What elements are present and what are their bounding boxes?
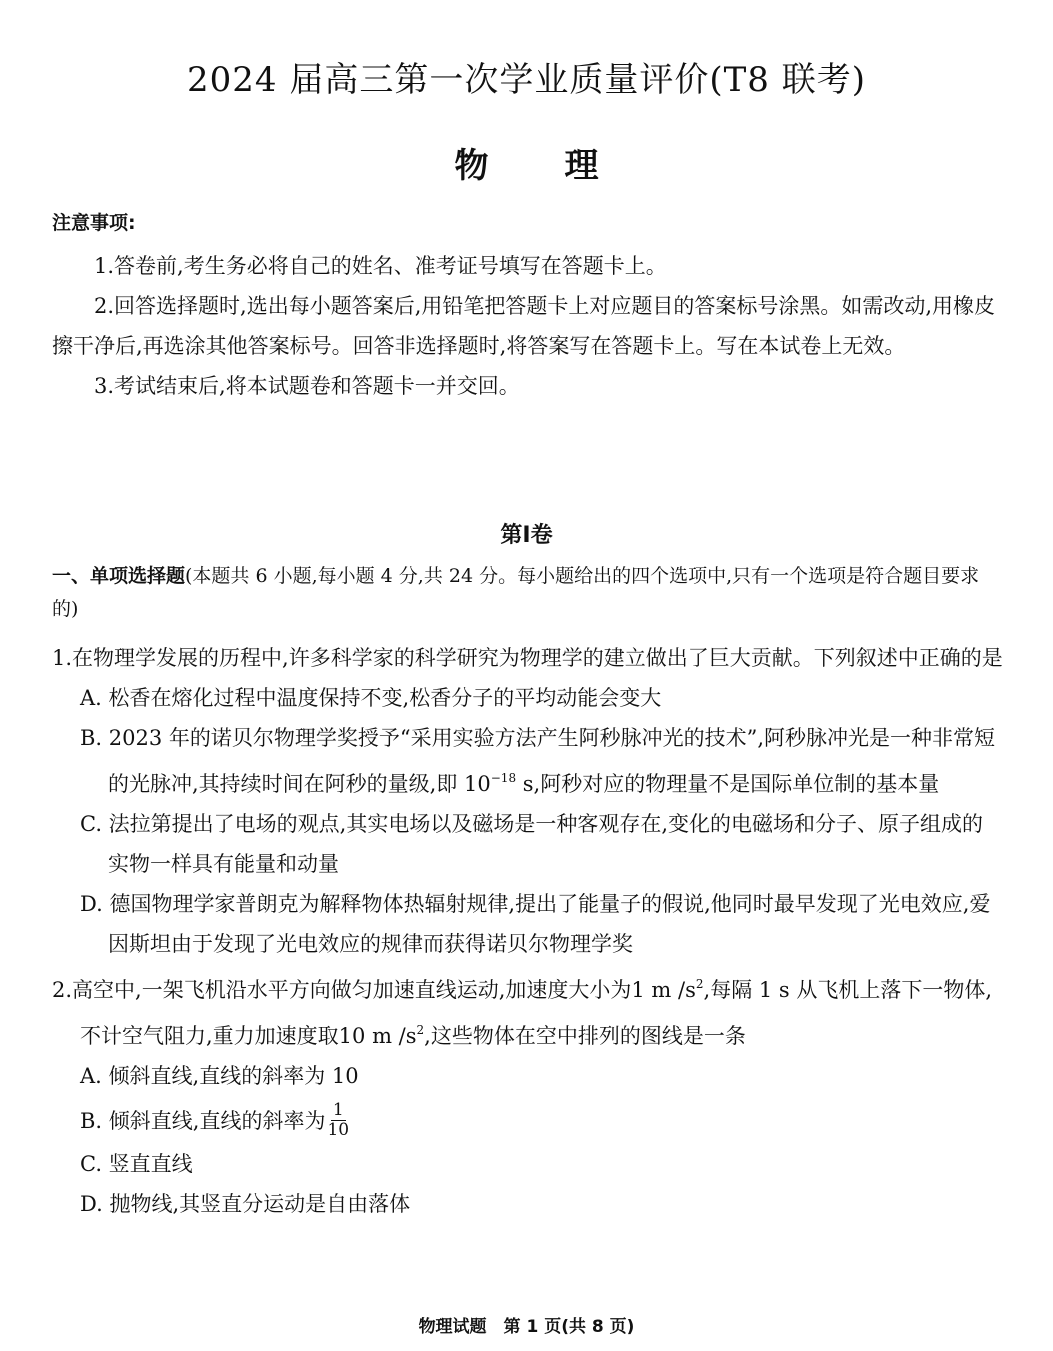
part-heading: 第Ⅰ卷 <box>500 523 553 548</box>
question-2-option-b <box>80 1096 1004 1144</box>
section-instructions: (本题共 6 小题,每小题 4 分,共 24 分。每小题给出的四个选项中,只有一个选项是符合题目要求的) <box>52 565 980 620</box>
q2-stem-part-3: ,这些物体在空中排列的图线是一条 <box>424 1024 746 1048</box>
option-b-text-post: s,阿秒对应的物理量不是国际单位制的基本量 <box>516 772 940 796</box>
question-2-stem <box>52 964 1004 1056</box>
question-2 <box>52 964 1004 1224</box>
notes-list <box>52 246 1002 406</box>
question-1-option-c: C. 法拉第提出了电场的观点,其实电场以及磁场是一种客观存在,变化的电磁场和分子、原子组成的实物一样具有能量和动量 <box>80 812 984 876</box>
page-footer: 物理试题 第 1 页(共 8 页) <box>418 1317 635 1337</box>
question-2-option-c: C. 竖直直线 <box>80 1152 193 1176</box>
question-1-option-d: D. 德国物理学家普朗克为解释物体热辐射规律,提出了能量子的假说,他同时最早发现了光电效应,爱因斯坦由于发现了光电效应的规律而获得诺贝尔物理学奖 <box>80 892 991 956</box>
question-1-option-b <box>80 718 1004 804</box>
fraction-numerator: 1 <box>332 1099 344 1120</box>
subject-char-1: 物 <box>454 146 489 186</box>
section-header <box>52 560 1004 626</box>
question-2-option-a: A. 倾斜直线,直线的斜率为 10 <box>80 1064 359 1088</box>
note-item-2: 2.回答选择题时,选出每小题答案后,用铅笔把答题卡上对应题目的答案标号涂黑。如需改动,用橡皮擦干净后,再选涂其他答案标号。回答非选择题时,将答案写在答题卡上。写在本试卷上无效。 <box>52 294 996 358</box>
question-1 <box>52 638 1004 964</box>
note-item-3: 3.考试结束后,将本试题卷和答题卡一并交回。 <box>94 374 520 398</box>
option-b-text-pre: B. 2023 年的诺贝尔物理学奖授予“采用实验方法产生阿秒脉冲光的技术”,阿秒脉冲光是一种非常短的光脉冲,其持续时间在阿秒的量级,即 10 <box>80 726 996 796</box>
q2-stem-part-2: ,每隔 1 s 从飞机上落下一物体,不计空气阻力,重力加速度取10 m /s <box>80 978 993 1048</box>
questions <box>52 638 1004 1224</box>
q2-option-b-fraction <box>327 1101 349 1140</box>
fraction-denominator: 10 <box>327 1119 350 1140</box>
section-label: 一、单项选择题 <box>52 565 186 587</box>
subject-title <box>0 138 1053 187</box>
question-2-option-d: D. 抛物线,其竖直分运动是自由落体 <box>80 1192 411 1216</box>
option-b-exponent: −18 <box>490 771 517 785</box>
q2-stem-exponent-2: 2 <box>416 1023 425 1037</box>
exam-title: 2024 届高三第一次学业质量评价(T8 联考) <box>187 60 866 100</box>
subject-char-2: 理 <box>564 146 599 186</box>
q2-stem-exponent-1: 2 <box>695 977 704 991</box>
notes-heading: 注意事项: <box>52 212 136 234</box>
question-1-stem: 1.在物理学发展的历程中,许多科学家的科学研究为物理学的建立做出了巨大贡献。下列叙述中正确的是 <box>52 646 1003 670</box>
question-1-option-a: A. 松香在熔化过程中温度保持不变,松香分子的平均动能会变大 <box>80 686 662 710</box>
q2-option-b-text: B. 倾斜直线,直线的斜率为 <box>80 1109 326 1133</box>
q2-stem-part-1: 2.高空中,一架飞机沿水平方向做匀加速直线运动,加速度大小为1 m /s <box>52 978 696 1002</box>
note-item-1: 1.答卷前,考生务必将自己的姓名、准考证号填写在答题卡上。 <box>94 254 667 278</box>
